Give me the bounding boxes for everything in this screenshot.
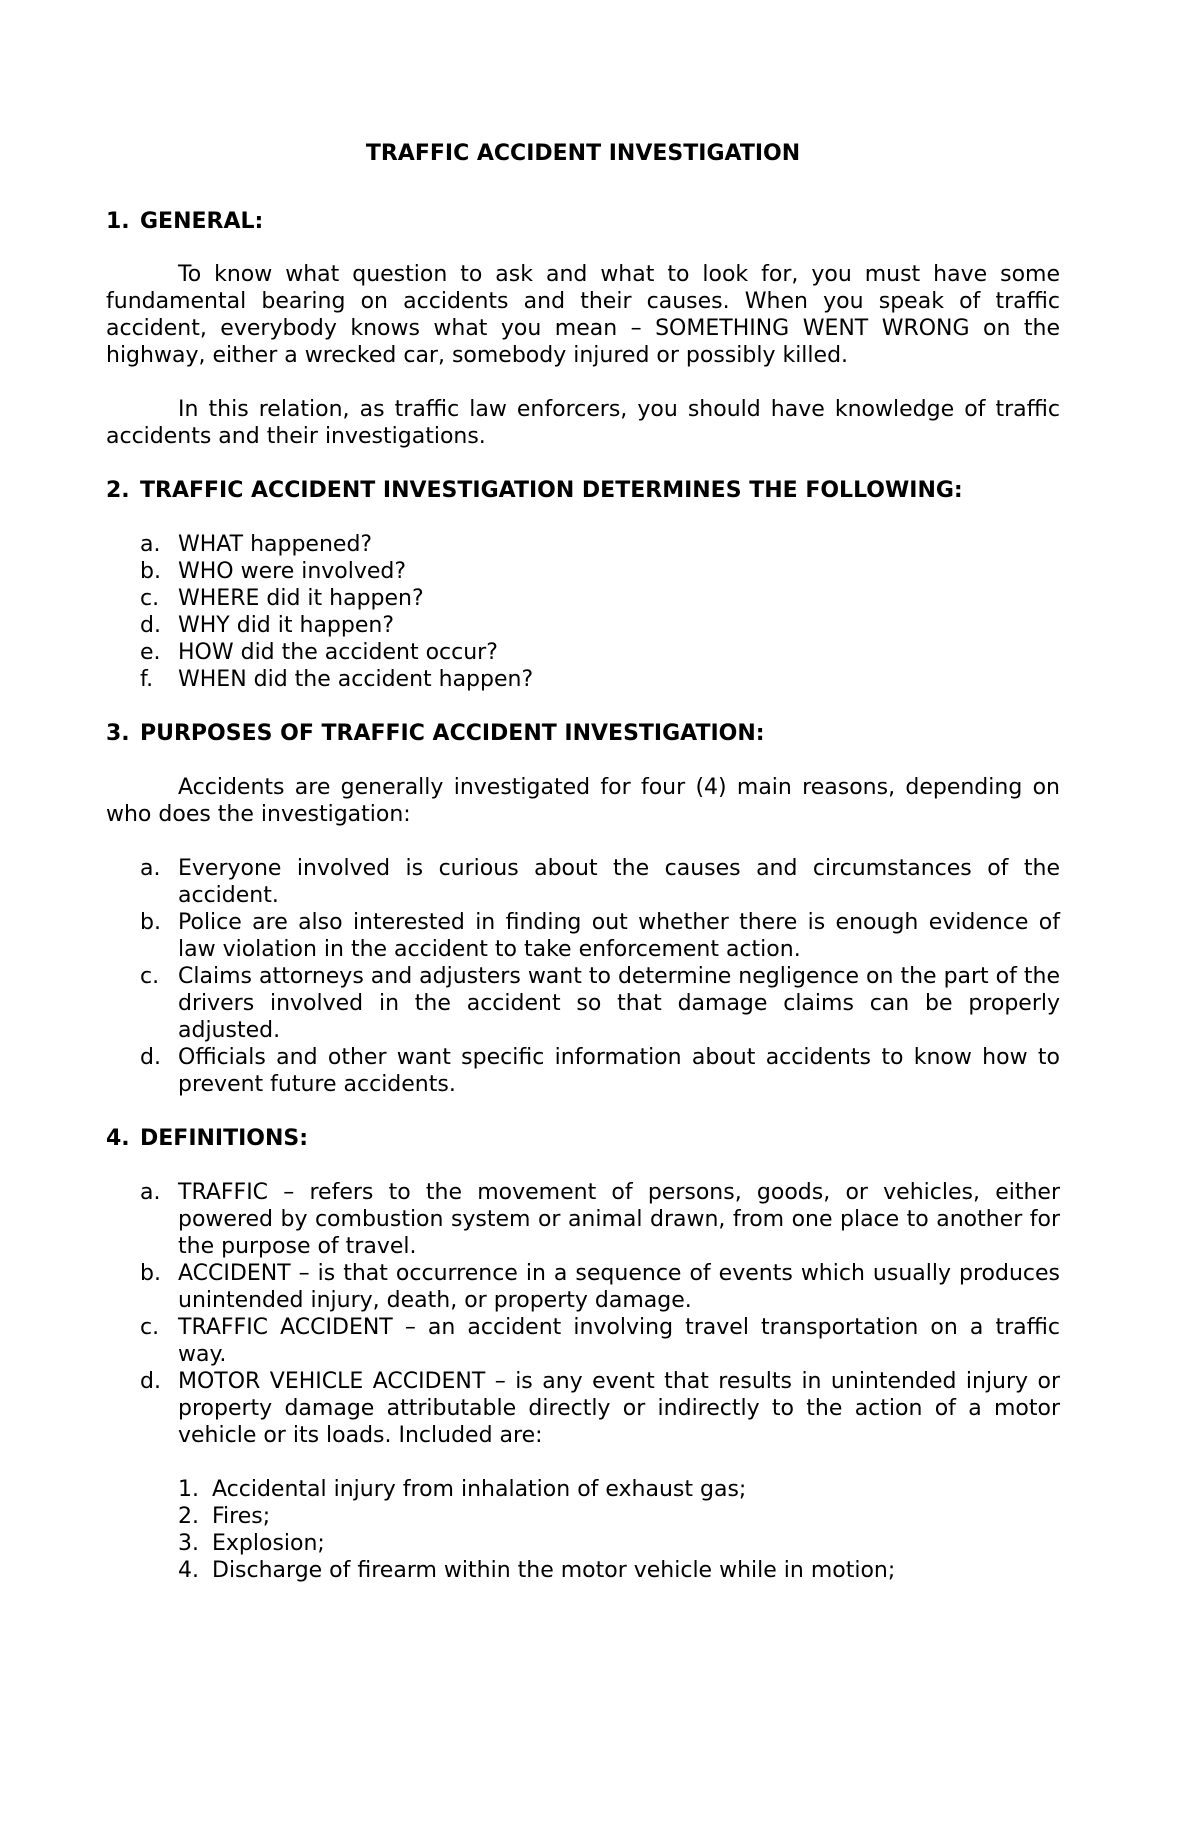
list-marker: a.: [140, 532, 161, 557]
list-text: Discharge of firearm within the motor vehicle while in motion;: [212, 1558, 896, 1583]
sub-list-item: [178, 1557, 1060, 1584]
paragraph: To know what question to ask and what to look for, you must have some fundamental bearing on accidents and their causes. When you speak of traffic accident, everybody knows what you mean – SOMETHING WENT WRONG on the highway, either a wrecked car, somebody injured or possibly killed.: [106, 262, 1060, 368]
sub-list-item: [178, 1530, 1060, 1557]
list-marker: 1.: [178, 1477, 199, 1502]
list-text: Everyone involved is curious about the causes and circumstances of the accident.: [178, 856, 1060, 908]
list-text: WHO were involved?: [178, 559, 407, 584]
list-marker: a.: [140, 1180, 161, 1205]
list-text: HOW did the accident occur?: [178, 640, 498, 665]
list-text: WHEN did the accident happen?: [178, 667, 534, 692]
section-heading: [106, 208, 1060, 235]
list-text: Explosion;: [212, 1531, 325, 1556]
list: [106, 531, 1060, 693]
list-marker: b.: [140, 910, 161, 935]
list-marker: 3.: [178, 1531, 199, 1556]
list-item: [140, 639, 1060, 666]
list-marker: c.: [140, 964, 160, 989]
list-item: [140, 909, 1060, 963]
list-marker: b.: [140, 1261, 161, 1286]
paragraph: In this relation, as traffic law enforcers, you should have knowledge of traffic accidents and their investigations.: [106, 397, 1060, 449]
section-heading: [106, 477, 1060, 504]
list-item: [140, 1314, 1060, 1368]
list-text: MOTOR VEHICLE ACCIDENT – is any event that results in unintended injury or property damage attributable directly or indirectly to the action of a motor vehicle or its loads. Included are:: [178, 1369, 1060, 1448]
list-item: [140, 531, 1060, 558]
list-text: Accidental injury from inhalation of exhaust gas;: [212, 1477, 747, 1502]
section-title: GENERAL:: [140, 209, 264, 234]
list-item: [140, 1368, 1060, 1449]
list-marker: d.: [140, 613, 161, 638]
section-title: PURPOSES OF TRAFFIC ACCIDENT INVESTIGATION:: [140, 721, 765, 746]
list-marker: c.: [140, 1315, 160, 1340]
list-item: [140, 585, 1060, 612]
list-marker: e.: [140, 640, 161, 665]
list-text: WHERE did it happen?: [178, 586, 424, 611]
list-text: TRAFFIC ACCIDENT – an accident involving travel transportation on a traffic way.: [178, 1315, 1060, 1367]
list-text: Officials and other want specific information about accidents to know how to prevent future accidents.: [178, 1045, 1060, 1097]
list-item: [140, 558, 1060, 585]
list: [106, 855, 1060, 1098]
list-item: [140, 855, 1060, 909]
list-item: [140, 666, 1060, 693]
section-title: DEFINITIONS:: [140, 1126, 309, 1151]
list-marker: c.: [140, 586, 160, 611]
list-item: [140, 963, 1060, 1044]
paragraph: Accidents are generally investigated for four (4) main reasons, depending on who does the investigation:: [106, 775, 1060, 827]
list-item: [140, 1179, 1060, 1260]
list: [106, 1179, 1060, 1449]
list-text: WHY did it happen?: [178, 613, 395, 638]
list-marker: a.: [140, 856, 161, 881]
section-number: 3.: [106, 721, 130, 746]
list-marker: 4.: [178, 1558, 199, 1583]
list-marker: d.: [140, 1045, 161, 1070]
sub-list-item: [178, 1476, 1060, 1503]
document-body: [106, 140, 1060, 1584]
list-marker: d.: [140, 1369, 161, 1394]
list-item: [140, 1260, 1060, 1314]
list-item: [140, 612, 1060, 639]
list-text: TRAFFIC – refers to the movement of persons, goods, or vehicles, either powered by combustion system or animal drawn, from one place to another for the purpose of travel.: [178, 1180, 1060, 1259]
section-heading: [106, 1125, 1060, 1152]
sub-list-item: [178, 1503, 1060, 1530]
sub-list: [106, 1476, 1060, 1584]
section-number: 1.: [106, 209, 130, 234]
document-title: TRAFFIC ACCIDENT INVESTIGATION: [365, 141, 801, 166]
section-title: TRAFFIC ACCIDENT INVESTIGATION DETERMINES THE FOLLOWING:: [140, 478, 963, 503]
list-item: [140, 1044, 1060, 1098]
list-marker: f.: [140, 667, 154, 692]
list-text: Fires;: [212, 1504, 271, 1529]
list-text: Claims attorneys and adjusters want to determine negligence on the part of the drivers involved in the accident so that damage claims can be properly adjusted.: [178, 964, 1060, 1043]
section-heading: [106, 720, 1060, 747]
list-text: ACCIDENT – is that occurrence in a sequence of events which usually produces unintended injury, death, or property damage.: [178, 1261, 1060, 1313]
list-text: WHAT happened?: [178, 532, 373, 557]
section-number: 2.: [106, 478, 130, 503]
section-number: 4.: [106, 1126, 130, 1151]
list-marker: b.: [140, 559, 161, 584]
list-marker: 2.: [178, 1504, 199, 1529]
list-text: Police are also interested in finding out whether there is enough evidence of law violation in the accident to take enforcement action.: [178, 910, 1060, 962]
